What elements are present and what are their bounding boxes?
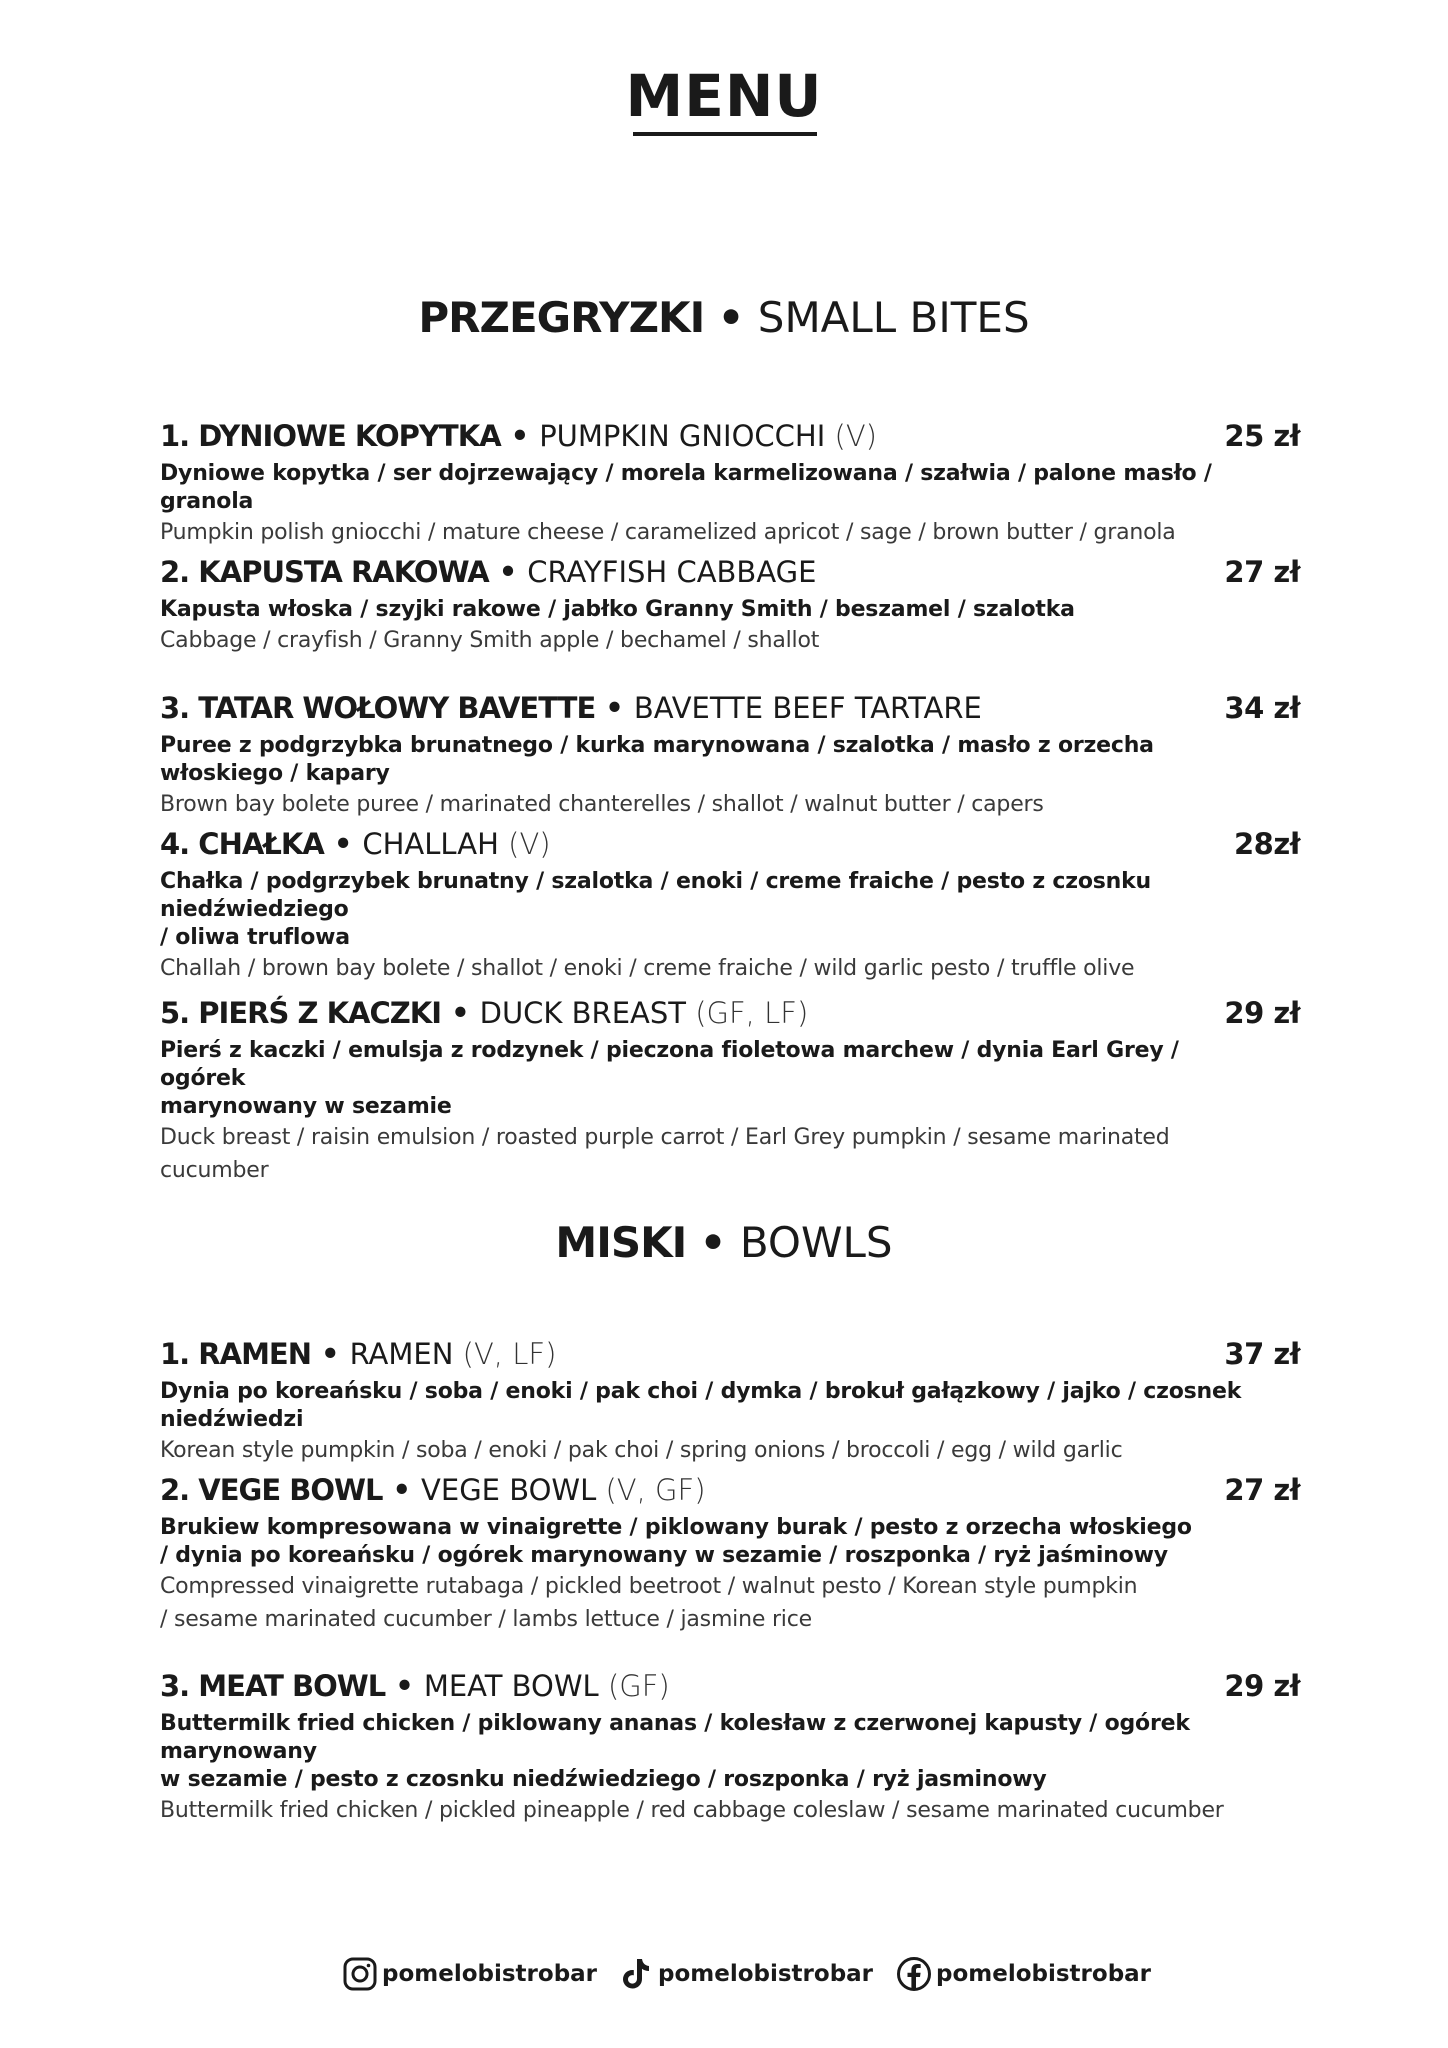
item-description-pl: Brukiew kompresowana w vinaigrette / piklowany burak / pesto z orzecha włoskiego / dynia po koreańsku / ogórek marynowany w sezamie / roszponka / ryż jaśminowy <box>160 1515 1192 1568</box>
menu-item <box>160 824 1300 985</box>
item-separator: • <box>451 996 470 1030</box>
item-description-en: Buttermilk fried chicken / pickled pineapple / red cabbage coleslaw / sesame marinated cucumber <box>160 1798 1224 1823</box>
item-description-pl: Kapusta włoska / szyjki rakowe / jabłko Granny Smith / beszamel / szalotka <box>160 597 1075 622</box>
menu-item <box>160 993 1300 1187</box>
item-separator: • <box>498 555 518 589</box>
menu-item <box>160 1334 1300 1467</box>
section-title-en: SMALL BITES <box>757 293 1030 342</box>
item-tags: (V, LF) <box>462 1337 557 1371</box>
item-name-en: VEGE BOWL <box>421 1473 597 1507</box>
item-name-en: BAVETTE BEEF TARTARE <box>633 691 982 725</box>
social-footer <box>0 1952 1448 2000</box>
section-title-en: BOWLS <box>739 1218 893 1267</box>
item-description-en: Brown bay bolete puree / marinated chanterelles / shallot / walnut butter / capers <box>160 792 1044 817</box>
item-name-pl: 2. KAPUSTA RAKOWA <box>160 555 489 589</box>
item-name-pl: 2. VEGE BOWL <box>160 1473 383 1507</box>
item-name-pl: 1. DYNIOWE KOPYTKA <box>160 419 501 453</box>
menu-item <box>160 416 1300 549</box>
title-underline <box>633 132 817 136</box>
item-tags: (V) <box>508 827 551 861</box>
item-price: 27 zł <box>1224 555 1300 589</box>
item-name-pl: 1. RAMEN <box>160 1337 312 1371</box>
item-name-en: RAMEN <box>349 1337 454 1371</box>
item-description-en: Cabbage / crayfish / Granny Smith apple / bechamel / shallot <box>160 628 820 653</box>
item-description-en: Compressed vinaigrette rutabaga / pickled beetroot / walnut pesto / Korean style pumpkin / sesame marinated cucumber / lambs lettuce / jasmine rice <box>160 1574 1138 1632</box>
item-price: 27 zł <box>1224 1473 1300 1507</box>
section-heading-small-bites <box>0 293 1448 343</box>
item-header <box>160 552 1300 592</box>
tiktok-icon <box>618 1956 654 1992</box>
item-name-pl: 3. TATAR WOŁOWY BAVETTE <box>160 691 596 725</box>
item-price: 34 zł <box>1224 691 1300 725</box>
item-separator: • <box>392 1473 412 1507</box>
item-name-pl: 4. CHAŁKA <box>160 827 324 861</box>
item-tags: (GF, LF) <box>695 996 809 1030</box>
item-separator: • <box>510 419 530 453</box>
section-title-pl: PRZEGRYZKI <box>418 293 705 342</box>
item-description-pl: Puree z podgrzybka brunatnego / kurka marynowana / szalotka / masło z orzecha włoskiego / kapary <box>160 733 1154 786</box>
facebook-icon <box>896 1956 932 1992</box>
item-description-pl: Pierś z kaczki / emulsja z rodzynek / pieczona fioletowa marchew / dynia Earl Grey / ogórek marynowany w sezamie <box>160 1038 1179 1119</box>
menu-item <box>160 1470 1300 1636</box>
item-price: 29 zł <box>1224 996 1300 1030</box>
item-header <box>160 416 1300 456</box>
item-description-en: Challah / brown bay bolete / shallot / enoki / creme fraiche / wild garlic pesto / truffle olive <box>160 956 1135 981</box>
item-separator: • <box>333 827 353 861</box>
item-price: 28zł <box>1234 827 1300 861</box>
item-tags: (GF) <box>607 1669 670 1703</box>
item-description-en: Duck breast / raisin emulsion / roasted purple carrot / Earl Grey pumpkin / sesame marinated cucumber <box>160 1125 1170 1183</box>
item-price: 29 zł <box>1224 1669 1300 1703</box>
tiktok-handle: pomelobistrobar <box>658 1961 874 1987</box>
section-dot: • <box>717 293 745 342</box>
tiktok-link[interactable] <box>618 1952 873 1996</box>
item-description-pl: Chałka / podgrzybek brunatny / szalotka / enoki / creme fraiche / pesto z czosnku niedźwiedziego / oliwa truflowa <box>160 869 1151 950</box>
item-name-en: MEAT BOWL <box>423 1669 599 1703</box>
item-tags: (V, GF) <box>605 1473 706 1507</box>
item-name-en: DUCK BREAST <box>479 996 686 1030</box>
item-description-en: Korean style pumpkin / soba / enoki / pak choi / spring onions / broccoli / egg / wild garlic <box>160 1438 1123 1463</box>
facebook-link[interactable] <box>896 1952 1151 1996</box>
item-price: 37 zł <box>1224 1337 1300 1371</box>
menu-item <box>160 688 1300 821</box>
item-tags: (V) <box>834 419 877 453</box>
item-header <box>160 1666 1300 1706</box>
instagram-icon <box>342 1956 378 1992</box>
item-name-en: CHALLAH <box>362 827 499 861</box>
item-name-pl: 5. PIERŚ Z KACZKI <box>160 996 442 1030</box>
item-name-pl: 3. MEAT BOWL <box>160 1669 386 1703</box>
item-separator: • <box>395 1669 414 1703</box>
menu-title: MENU <box>625 62 823 130</box>
item-description-pl: Buttermilk fried chicken / piklowany ananas / kolesław z czerwonej kapusty / ogórek marynowany w sezamie / pesto z czosnku niedźwiedziego / roszponka / ryż jasminowy <box>160 1711 1190 1792</box>
section-dot: • <box>699 1218 727 1267</box>
facebook-handle: pomelobistrobar <box>936 1961 1152 1987</box>
item-price: 25 zł <box>1224 419 1300 453</box>
item-name-en: PUMPKIN GNIOCCHI <box>539 419 826 453</box>
menu-item <box>160 1666 1300 1827</box>
item-header <box>160 1470 1300 1510</box>
item-separator: • <box>605 691 624 725</box>
item-description-en: Pumpkin polish gniocchi / mature cheese / caramelized apricot / sage / brown butter / granola <box>160 520 1176 545</box>
item-header <box>160 824 1300 864</box>
item-header <box>160 688 1300 728</box>
item-description-pl: Dyniowe kopytka / ser dojrzewający / morela karmelizowana / szałwia / palone masło / granola <box>160 461 1212 514</box>
item-header <box>160 993 1300 1033</box>
item-description-pl: Dynia po koreańsku / soba / enoki / pak choi / dymka / brokuł gałązkowy / jajko / czosnek niedźwiedzi <box>160 1379 1242 1432</box>
section-heading-bowls <box>0 1218 1448 1268</box>
item-name-en: CRAYFISH CABBAGE <box>527 555 817 589</box>
instagram-handle: pomelobistrobar <box>382 1961 598 1987</box>
menu-item <box>160 552 1300 657</box>
item-header <box>160 1334 1300 1374</box>
section-title-pl: MISKI <box>555 1218 687 1267</box>
item-separator: • <box>321 1337 340 1371</box>
instagram-link[interactable] <box>342 1952 597 1996</box>
